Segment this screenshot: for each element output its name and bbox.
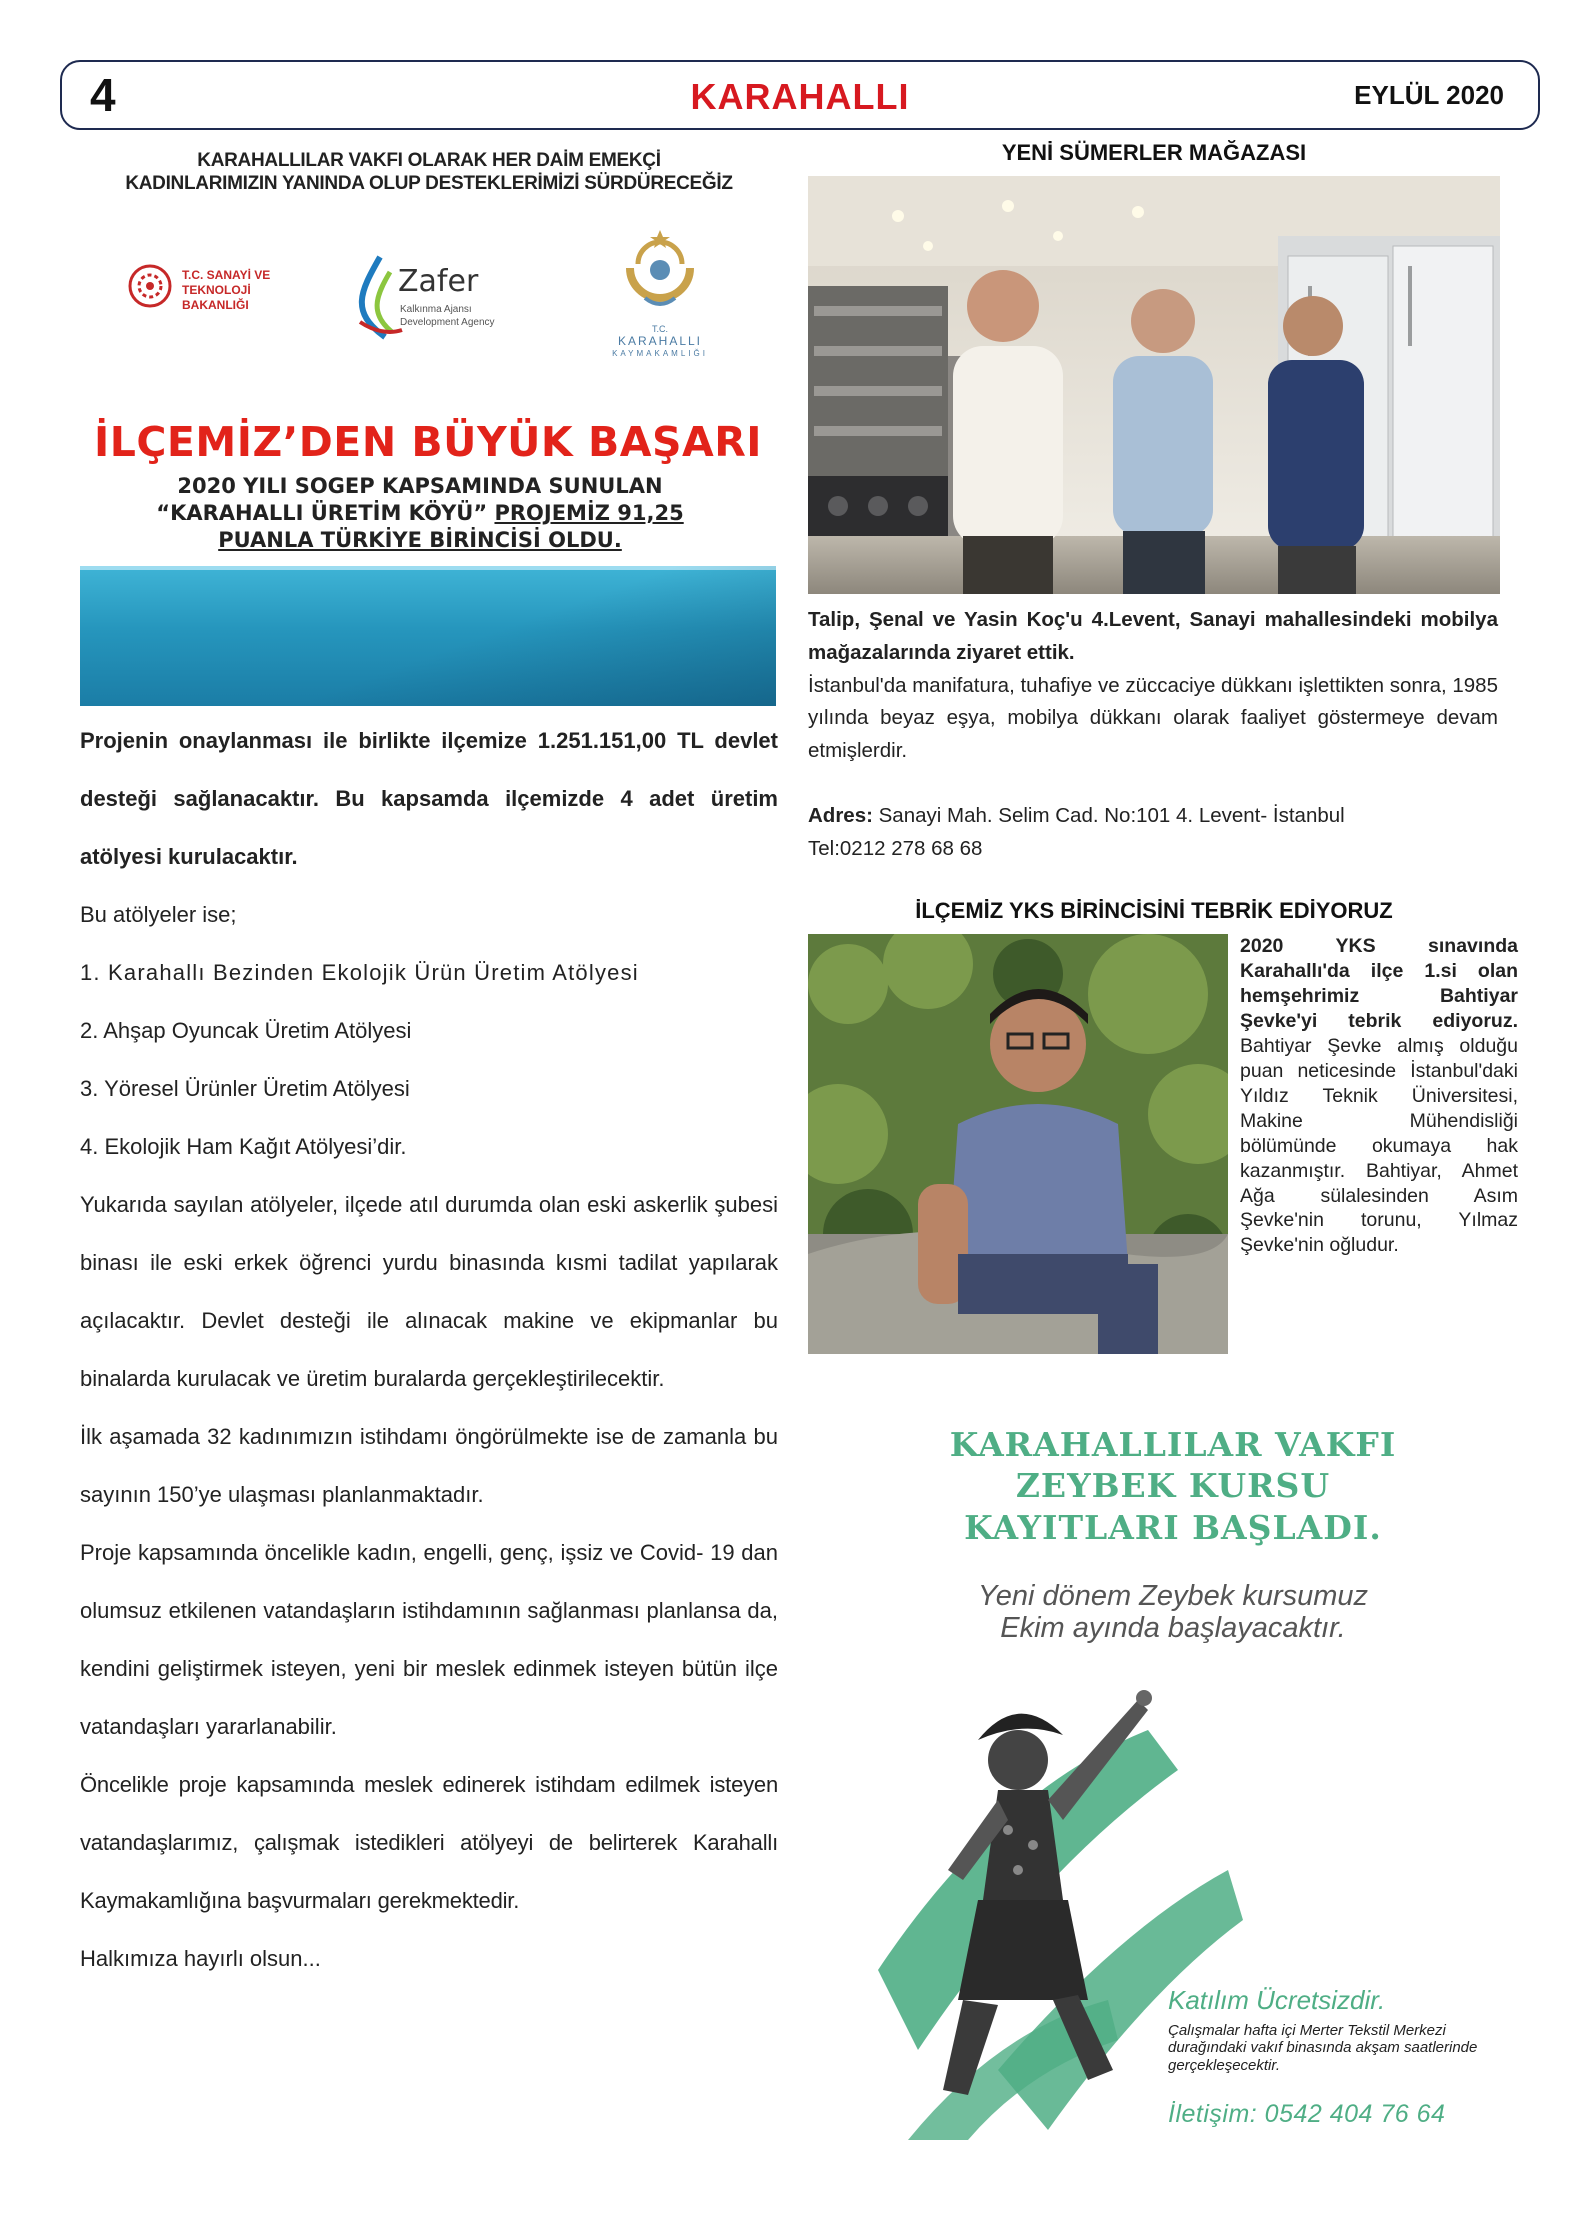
article-para1: Yukarıda sayılan atölyeler, ilçede atıl durumda olan eski askerlik şubesi binası ile eski erkek öğrenci yurdu binasında kısmi tadilat yapılarak açılacaktır. Devlet desteği ile alınacak makine ve ekipmanlar bu binalarda kurulacak ve üretim buralarda gerçekleştirilecektir.: [80, 1192, 778, 1391]
article-closing: Halkımıza hayırlı olsun...: [80, 1946, 321, 1971]
store-address-label: Adres:: [808, 803, 873, 827]
store-phone: Tel:0212 278 68 68: [808, 836, 983, 860]
store-photo: [808, 176, 1500, 594]
store-caption-bold: Talip, Şenal ve Yasin Koç'u 4.Levent, Sanayi mahallesindeki mobilya mağazalarında ziyaret ettik.: [808, 608, 1498, 664]
yks-text: [1240, 934, 1518, 1258]
banner-sub-line2b: PROJEMİZ 91,25: [494, 500, 684, 525]
logo-strip: [80, 228, 776, 368]
zeybek-sub-line1: Yeni dönem Zeybek kursumuz: [977, 1580, 1369, 1612]
banner-blue-band: [80, 566, 776, 706]
page-header: [60, 60, 1540, 130]
store-address: Sanayi Mah. Selim Cad. No:101 4. Levent- İstanbul: [872, 803, 1345, 827]
project-banner: [80, 228, 776, 706]
kaymakamlik-crest-icon: [620, 228, 700, 318]
store-section-title: YENİ SÜMERLER MAĞAZASI: [1001, 140, 1307, 165]
zeybek-title-line3: KAYITLARI BAŞLADI.: [964, 1507, 1382, 1547]
yks-text-bold: 2020 YKS sınavında Karahallı'da ilçe 1.si olan hemşehrimiz Bahtiyar Şevke'yi tebrik ediyoruz.: [1240, 935, 1518, 1032]
zeybek-title-line1: KARAHALLILAR VAKFI: [949, 1425, 1397, 1464]
ministry-emblem-icon: [126, 250, 174, 322]
kaymakamlik-tc: T.C.: [651, 324, 668, 334]
student-photo: [808, 934, 1228, 1354]
student-portrait-photo: [808, 934, 1228, 1354]
zeybek-contact: İletişim: 0542 404 76 64: [1168, 2100, 1446, 2128]
zeybek-free: Katılım Ücretsizdir.: [1168, 1985, 1386, 2015]
sanayi-logo-line1: T.C. SANAYİ VE: [182, 268, 271, 282]
article-intro: Bu atölyeler ise;: [80, 902, 237, 927]
kaymakamlik-name: KARAHALLI: [617, 334, 703, 348]
yks-section-title: İLÇEMİZ YKS BİRİNCİSİNİ TEBRİK EDİYORUZ: [915, 898, 1393, 923]
banner-headline: İLÇEMİZ’DEN BÜYÜK BAŞARI: [93, 418, 763, 466]
store-caption-text: İstanbul'da manifatura, tuhafiye ve züccaciye dükkanı işlettikten sonra, 1985 yılında beyaz eşya, mobilya dükkanı olarak faaliyet göstermeye devam etmişlerdir.: [808, 673, 1498, 763]
article-para2: İlk aşamada 32 kadınımızın istihdamı öngörülmekte ise de zamanla bu sayının 150’ye ulaşması planlanmaktadır.: [80, 1424, 778, 1507]
page-number: 4: [90, 69, 116, 121]
banner-sub-line3: PUANLA TÜRKİYE BİRİNCİSİ OLDU.: [218, 527, 622, 552]
zafer-agency-logo: [340, 252, 560, 342]
zeybek-ad: [808, 1410, 1538, 2150]
sogep-article: [80, 712, 778, 1988]
yks-text-rest: Bahtiyar Şevke almış olduğu puan neticesinde İstanbul'daki Yıldız Teknik Üniversitesi, Makine Mühendisliği bölümünde okumaya hak kazanmıştır. Bahtiyar, Ahmet Ağa sülalesinden Asım Şevke'nin torunu, Yılmaz Şevke'nin oğludur.: [1240, 1034, 1518, 1257]
article-para3: Proje kapsamında öncelikle kadın, engelli, genç, işsiz ve Covid- 19 dan olumsuz etkilenen vatandaşların istihdamının sağlanması planlansa da, kendini geliştirmek isteyen, yeni bir meslek edinmek isteyen bütün ilçe vatandaşları yararlanabilir.: [80, 1540, 778, 1739]
left-headline: [80, 150, 778, 196]
store-visit-photo: [808, 176, 1500, 594]
zeybek-title-line2: ZEYBEK KURSU: [1015, 1466, 1331, 1506]
workshop-item-4: 4. Ekolojik Ham Kağıt Atölyesi’dir.: [80, 1134, 407, 1159]
kaymakamlik-sub: KAYMAKAMLIĞI: [612, 349, 708, 358]
left-headline-line1: KARAHALLILAR VAKFI OLARAK HER DAİM EMEKÇİ: [197, 150, 661, 171]
workshop-item-3: 3. Yöresel Ürünler Üretim Atölyesi: [80, 1076, 410, 1101]
article-para4: Öncelikle proje kapsamında meslek edinerek istihdam edilmek isteyen vatandaşlarımız, çalışmak istedikleri atölyeyi de belirterek Karahallı Kaymakamlığına başvurmaları gerekmektedir.: [80, 1772, 778, 1913]
issue-date: EYLÜL 2020: [1354, 80, 1504, 110]
zafer-logo-name: Zafer: [398, 264, 479, 299]
workshop-item-1: 1. Karahallı Bezinden Ekolojik Ürün Üretim Atölyesi: [80, 960, 639, 985]
newspaper-title: KARAHALLI: [690, 76, 910, 117]
zafer-logo-sub1: Kalkınma Ajansı: [400, 304, 472, 315]
store-caption: [808, 604, 1498, 866]
kaymakamlik-logo: [580, 228, 740, 358]
workshop-item-2: 2. Ahşap Oyuncak Üretim Atölyesi: [80, 1018, 412, 1043]
zeybek-sub-line2: Ekim ayında başlayacaktır.: [1000, 1612, 1346, 1645]
zafer-logo-sub2: Development Agency: [400, 316, 495, 328]
zeybek-info: Çalışmalar hafta içi Merter Tekstil Merkezi durağındaki vakıf binasında akşam saatlerinde gerçekleşecektir.: [1168, 2022, 1478, 2074]
banner-sub-line1: 2020 YILI SOGEP KAPSAMINDA SUNULAN: [177, 474, 663, 498]
banner-subtitle: [140, 473, 700, 554]
left-headline-line2: KADINLARIMIZIN YANINDA OLUP DESTEKLERİMİZİ SÜRDÜRECEĞİZ: [125, 172, 733, 194]
article-lead: Projenin onaylanması ile birlikte ilçemize 1.251.151,00 TL devlet desteği sağlanacaktır. Bu kapsamda ilçemizde 4 adet üretim atölyesi kurulacaktır.: [80, 728, 778, 869]
sanayi-logo-line2: TEKNOLOJİ BAKANLIĞI: [182, 283, 251, 312]
banner-sub-line2a: “KARAHALLI ÜRETİM KÖYÜ”: [156, 500, 495, 525]
